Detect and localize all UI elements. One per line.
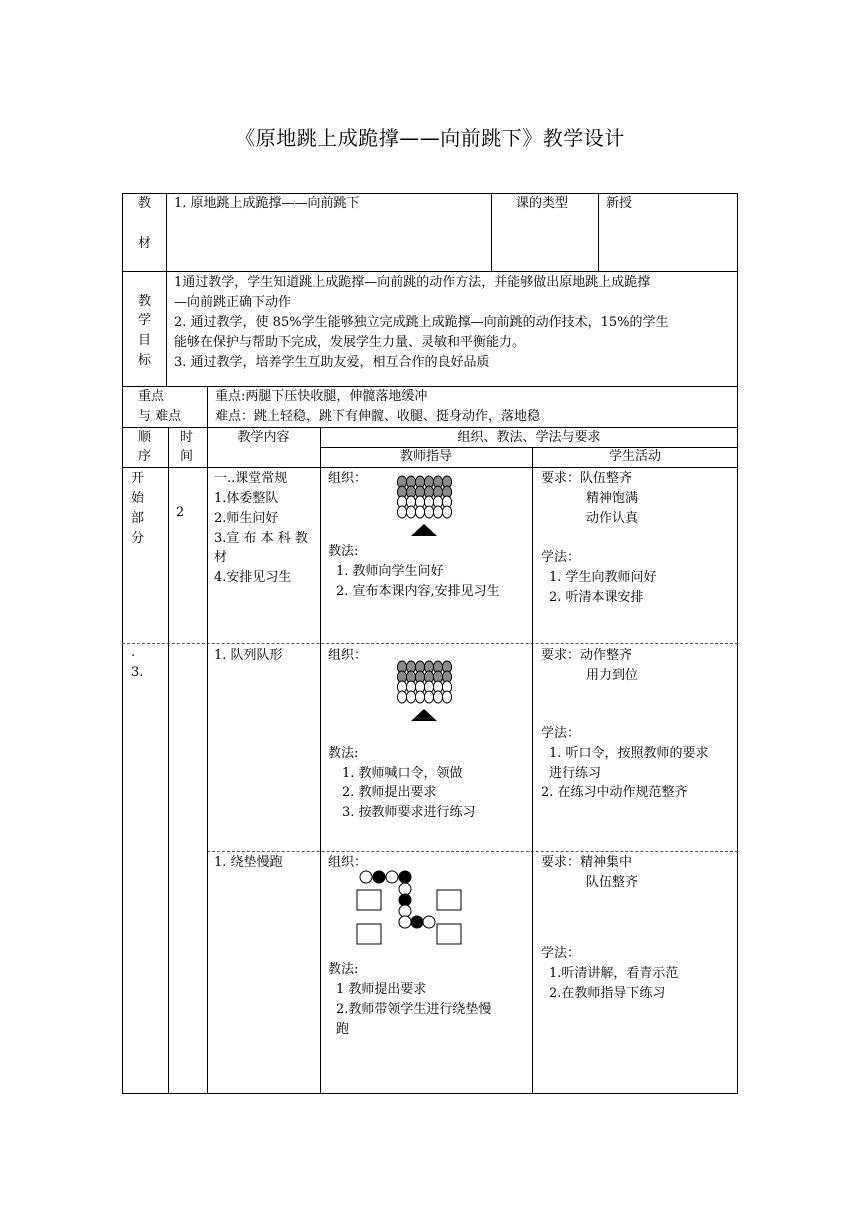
order-header-char-1: 顺 (138, 430, 152, 445)
course-type-value: 新授 (606, 196, 633, 211)
order-mark: . (131, 645, 136, 660)
formation-players-gray (397, 476, 451, 498)
study-label: 学法： (541, 726, 581, 741)
section-label-char: 始 (131, 491, 145, 506)
goals-label-char: 学 (138, 313, 152, 328)
study-line: 2. 听清本课安排 (549, 590, 644, 605)
section-time: 2 (176, 505, 185, 520)
content-header: 教学内容 (237, 430, 290, 445)
org-label: 组织： (328, 855, 368, 870)
formation-players-gray (397, 661, 451, 683)
goals-label-char: 标 (138, 353, 152, 368)
content-line: 材 (214, 550, 228, 565)
org-label: 组织： (328, 471, 368, 486)
formation-diagram (396, 659, 452, 723)
require-line: 队伍整齐 (586, 875, 639, 890)
method-line: 跑 (336, 1022, 350, 1037)
method-label: 教法: (328, 962, 359, 977)
difficult-point: 难点：跳上轻稳，跳下有伸髋、收腿、挺身动作，落地稳 (215, 409, 541, 424)
course-type-label: 课的类型 (516, 196, 569, 211)
keypoints-label-line-2: 与 难点 (138, 409, 182, 424)
teacher-header: 教师指导 (399, 449, 452, 464)
goals-label-char: 教 (138, 294, 152, 309)
material-label-char-1: 教 (138, 196, 152, 211)
key-point: 重点:两腿下压快收腿，伸髋落地缓冲 (215, 389, 428, 404)
content-line: 3.宣 布 本 科 教 (214, 531, 308, 546)
goals-label-char: 目 (138, 333, 152, 348)
require-line: 要求：动作整齐 (541, 648, 633, 663)
method-line: 2.教师带领学生进行绕垫慢 (336, 1002, 492, 1017)
study-line: 1. 听口令，按照教师的要求 (549, 746, 709, 761)
section-label-char: 开 (131, 471, 145, 486)
formation-diagram (396, 474, 452, 538)
content-line: 2.师生问好 (214, 511, 279, 526)
org-header: 组织、教法、学法与要求 (457, 430, 601, 445)
study-line: 进行练习 (549, 766, 602, 781)
keypoints-label-line-1: 重点 (138, 389, 165, 404)
teacher-triangle-icon (411, 524, 437, 536)
time-header-char-2: 间 (180, 449, 194, 464)
content-line: 一..课堂常规 (214, 471, 288, 486)
jogging-route-diagram (354, 866, 466, 948)
study-label: 学法： (541, 946, 581, 961)
content-line: 1. 队列队形 (214, 648, 283, 663)
content-line: 4.安排见习生 (214, 570, 292, 585)
material-label-char-2: 材 (138, 236, 152, 251)
study-label: 学法： (541, 550, 581, 565)
goal-line: 能够在保护与帮助下完成，发展学生力量、灵敏和平衡能力。 (174, 335, 526, 350)
content-line: 1.体委整队 (214, 491, 279, 506)
formation-players-white (397, 681, 451, 703)
section-label-char: 分 (131, 531, 145, 546)
study-line: 2. 在练习中动作规范整齐 (541, 785, 688, 800)
method-line: 3. 按教师要求进行练习 (342, 805, 476, 820)
material-value: 1. 原地跳上成跪撑——向前跳下 (174, 196, 360, 211)
page-title: 《原地跳上成跪撑——向前跳下》教学设计 (235, 126, 625, 150)
goal-line: 2. 通过教学，使 85%学生能够独立完成跳上成跪撑—向前跳的动作技术，15%的学生 (174, 315, 669, 330)
method-label: 教法: (328, 746, 359, 761)
teacher-triangle-icon (411, 709, 437, 721)
method-label: 教法: (328, 544, 359, 559)
order-mark: 3. (131, 665, 144, 680)
goal-line: —向前跳正确下动作 (174, 295, 292, 310)
require-line: 动作认真 (586, 511, 639, 526)
order-header-char-2: 序 (138, 449, 152, 464)
goal-line: 3. 通过教学，培养学生互助友爱，相互合作的良好品质 (174, 355, 490, 370)
method-line: 2. 宣布本课内容,安排见习生 (336, 584, 500, 599)
goal-line: 1通过教学，学生知道跳上成跪撑—向前跳的动作方法，并能够做出原地跳上成跪撑 (174, 275, 651, 290)
student-header: 学生活动 (608, 449, 661, 464)
content-line: 1. 绕垫慢跑 (214, 855, 283, 870)
study-line: 1.听清讲解，看青示范 (549, 966, 679, 981)
method-line: 1. 教师喊口令，领做 (342, 766, 463, 781)
method-line: 2. 教师提出要求 (342, 785, 437, 800)
require-line: 要求：精神集中 (541, 855, 633, 870)
section-label-char: 部 (131, 511, 145, 526)
method-line: 1 教师提出要求 (336, 982, 427, 997)
time-header-char-1: 时 (180, 430, 194, 445)
require-line: 要求：队伍整齐 (541, 471, 633, 486)
require-line: 用力到位 (586, 668, 639, 683)
require-line: 精神饱满 (586, 491, 639, 506)
formation-players-white (397, 496, 451, 518)
study-line: 1. 学生向教师问好 (549, 570, 657, 585)
method-line: 1. 教师向学生问好 (336, 564, 444, 579)
study-line: 2.在教师指导下练习 (549, 986, 666, 1001)
org-label: 组织： (328, 648, 368, 663)
